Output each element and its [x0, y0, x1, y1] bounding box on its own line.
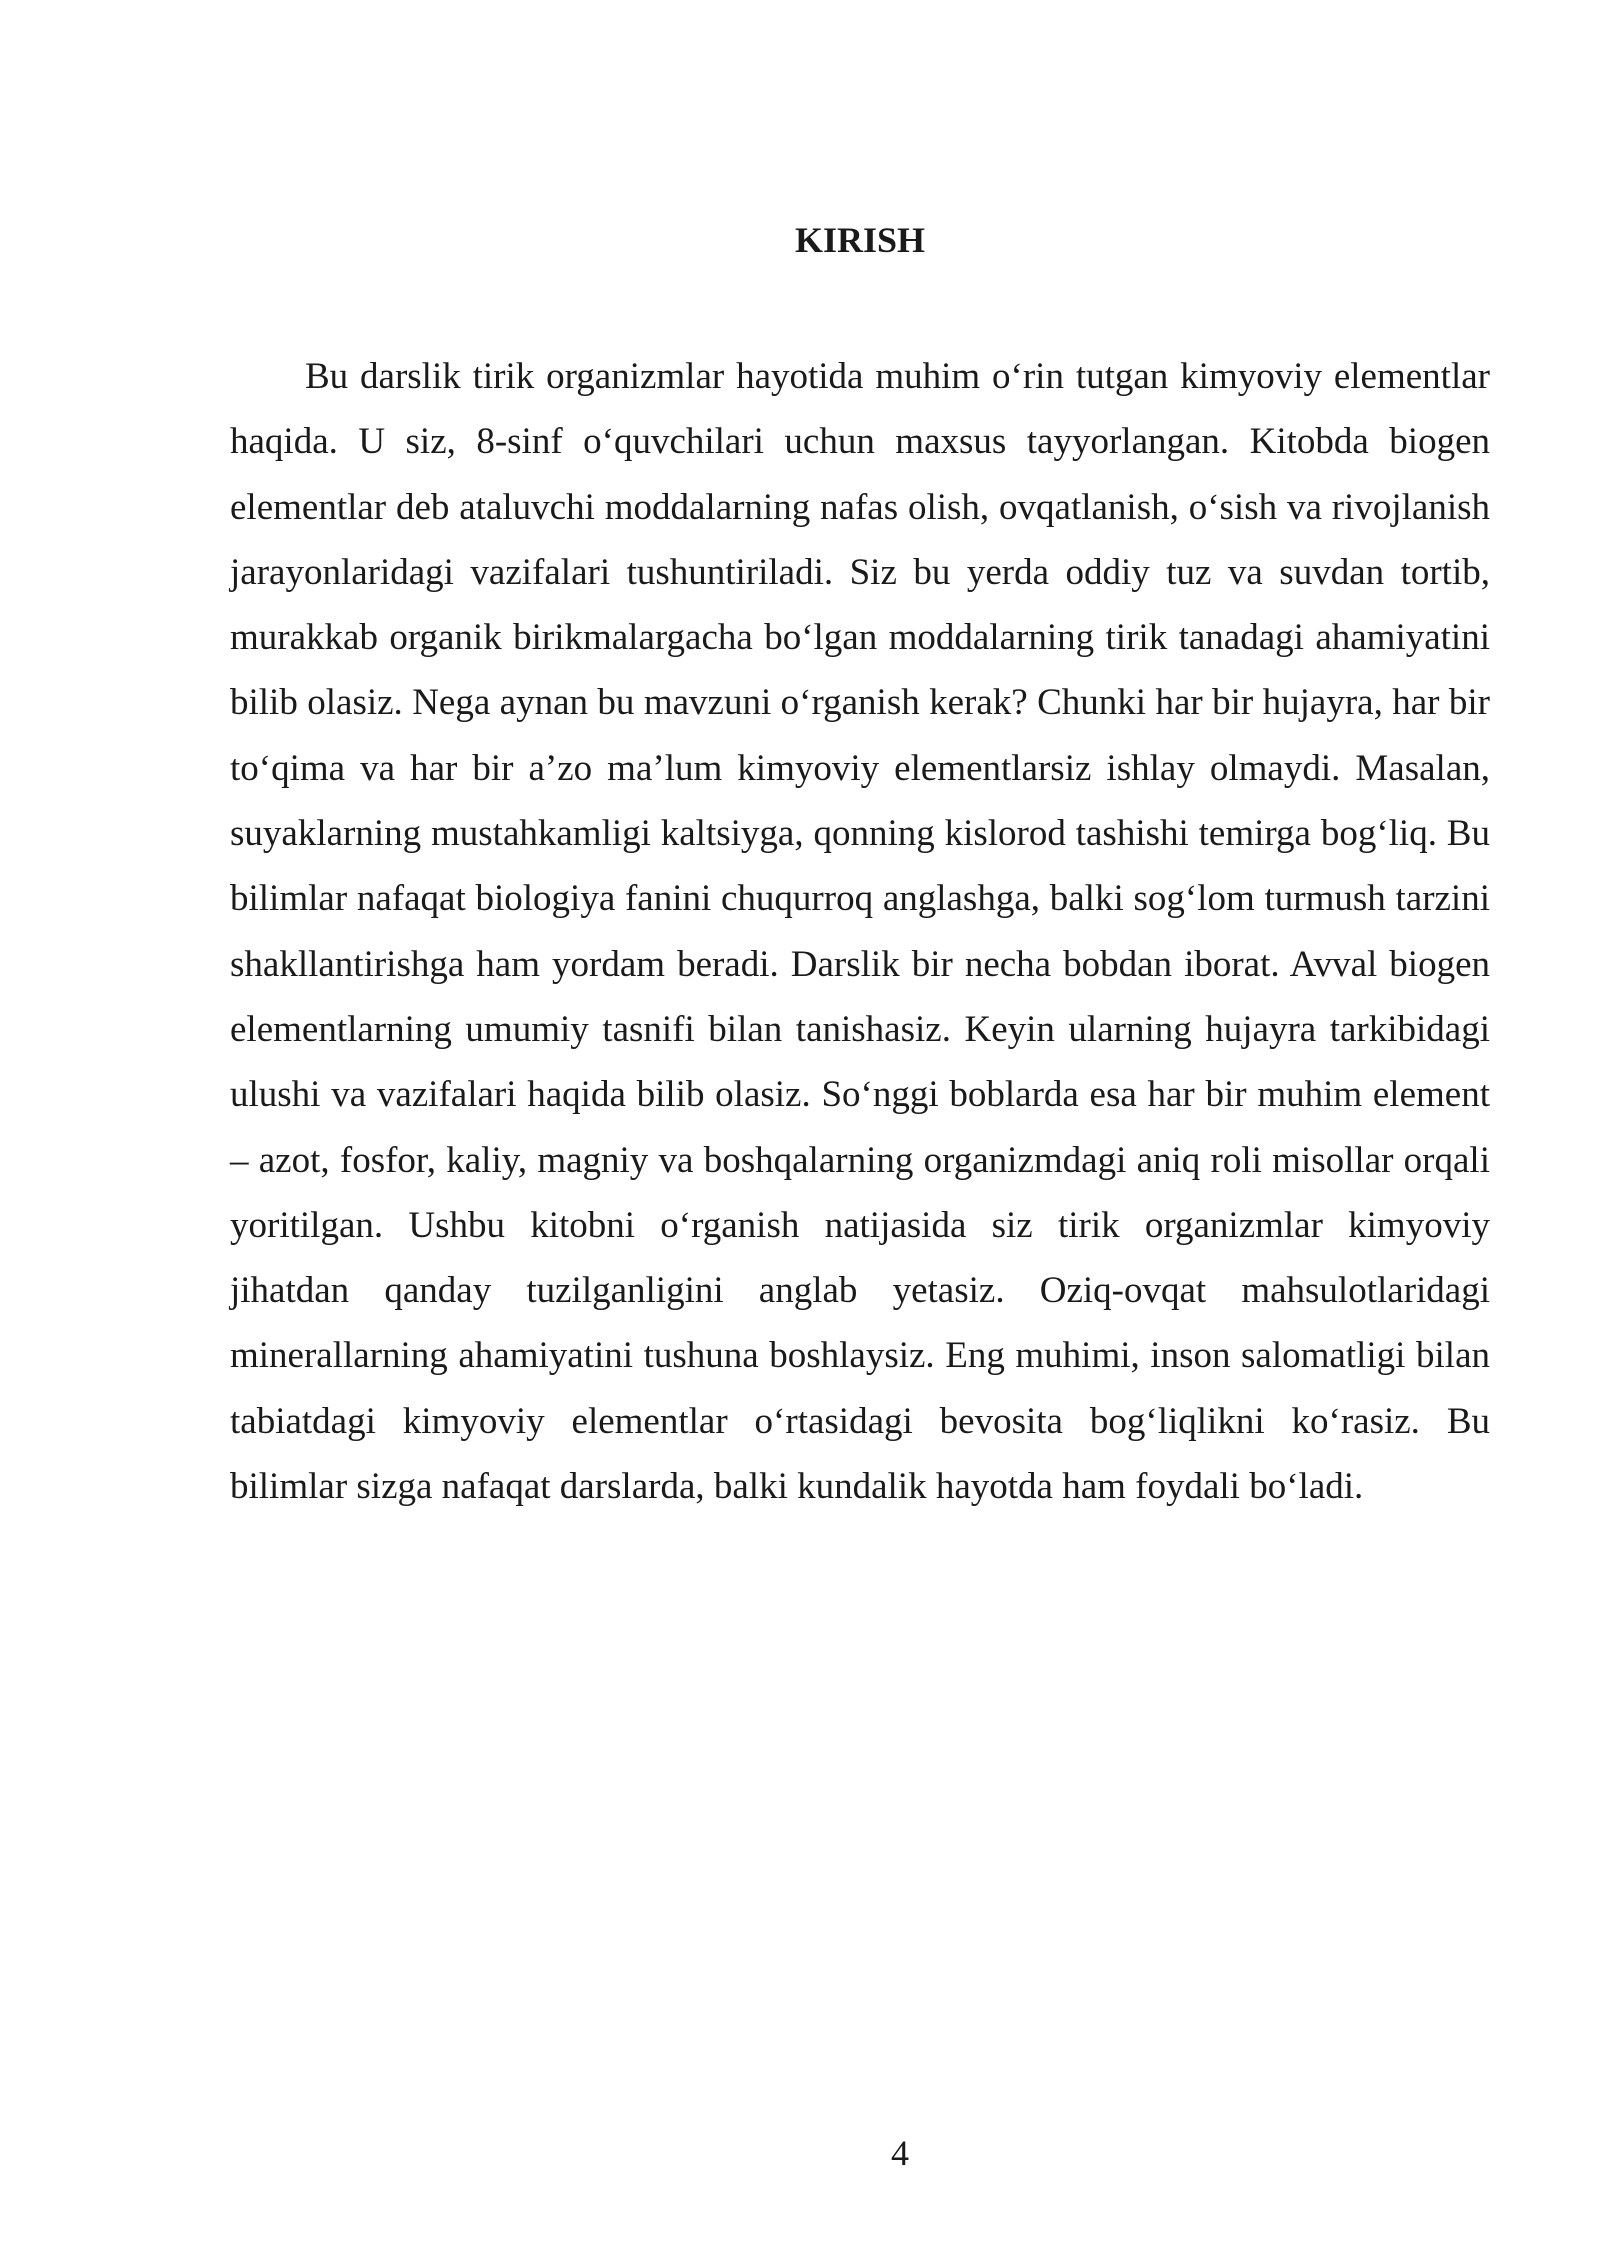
- section-title: KIRISH: [794, 220, 926, 260]
- body-paragraph: Bu darslik tirik organizmlar hayotida muhim o‘rin tutgan kimyoviy elementlar haqida. U siz, 8-sinf o‘quvchilari uchun maxsus tayyorlangan. Kitobda biogen elementlar deb ataluvchi moddalarning nafas olish, ovqatlanish, o‘sish va rivojlanish jarayonlaridagi vazifalari tushuntiriladi. Siz bu yerda oddiy tuz va suvdan tortib, murakkab organik birikmalargacha bo‘lgan moddalarning tirik tanadagi ahamiyatini bilib olasiz. Nega aynan bu mavzuni o‘rganish kerak? Chunki har bir hujayra, har bir to‘qima va har bir a’zo ma’lum kimyoviy elementlarsiz ishlay olmaydi. Masalan, suyaklarning mustahkamligi kaltsiyga, qonning kislorod tashishi temirga bog‘liq. Bu bilimlar nafaqat biologiya fanini chuqurroq anglashga, balki sog‘lom turmush tarzini shakllantirishga ham yordam beradi. Darslik bir necha bobdan iborat. Avval biogen elementlarning umumiy tasnifi bilan tanishasiz. Keyin ularning hujayra tarkibidagi ulushi va vazifalari haqida bilib olasiz. So‘nggi boblarda esa har bir muhim element – azot, fosfor, kaliy, magniy va boshqalarning organizmdagi aniq roli misollar orqali yoritilgan. Ushbu kitobni o‘rganish natijasida siz tirik organizmlar kimyoviy jihatdan qanday tuzilganligini anglab yetasiz. Oziq-ovqat mahsulotlaridagi minerallarning ahamiyatini tushuna boshlaysiz. Eng muhimi, inson salomatligi bilan tabiatdagi kimyoviy elementlar o‘rtasidagi bevosita bog‘liqlikni ko‘rasiz. Bu bilimlar sizga nafaqat darslarda, balki kundalik hayotda ham foydali bo‘ladi.: [230, 356, 1490, 1508]
- page-number: 4: [891, 2133, 909, 2173]
